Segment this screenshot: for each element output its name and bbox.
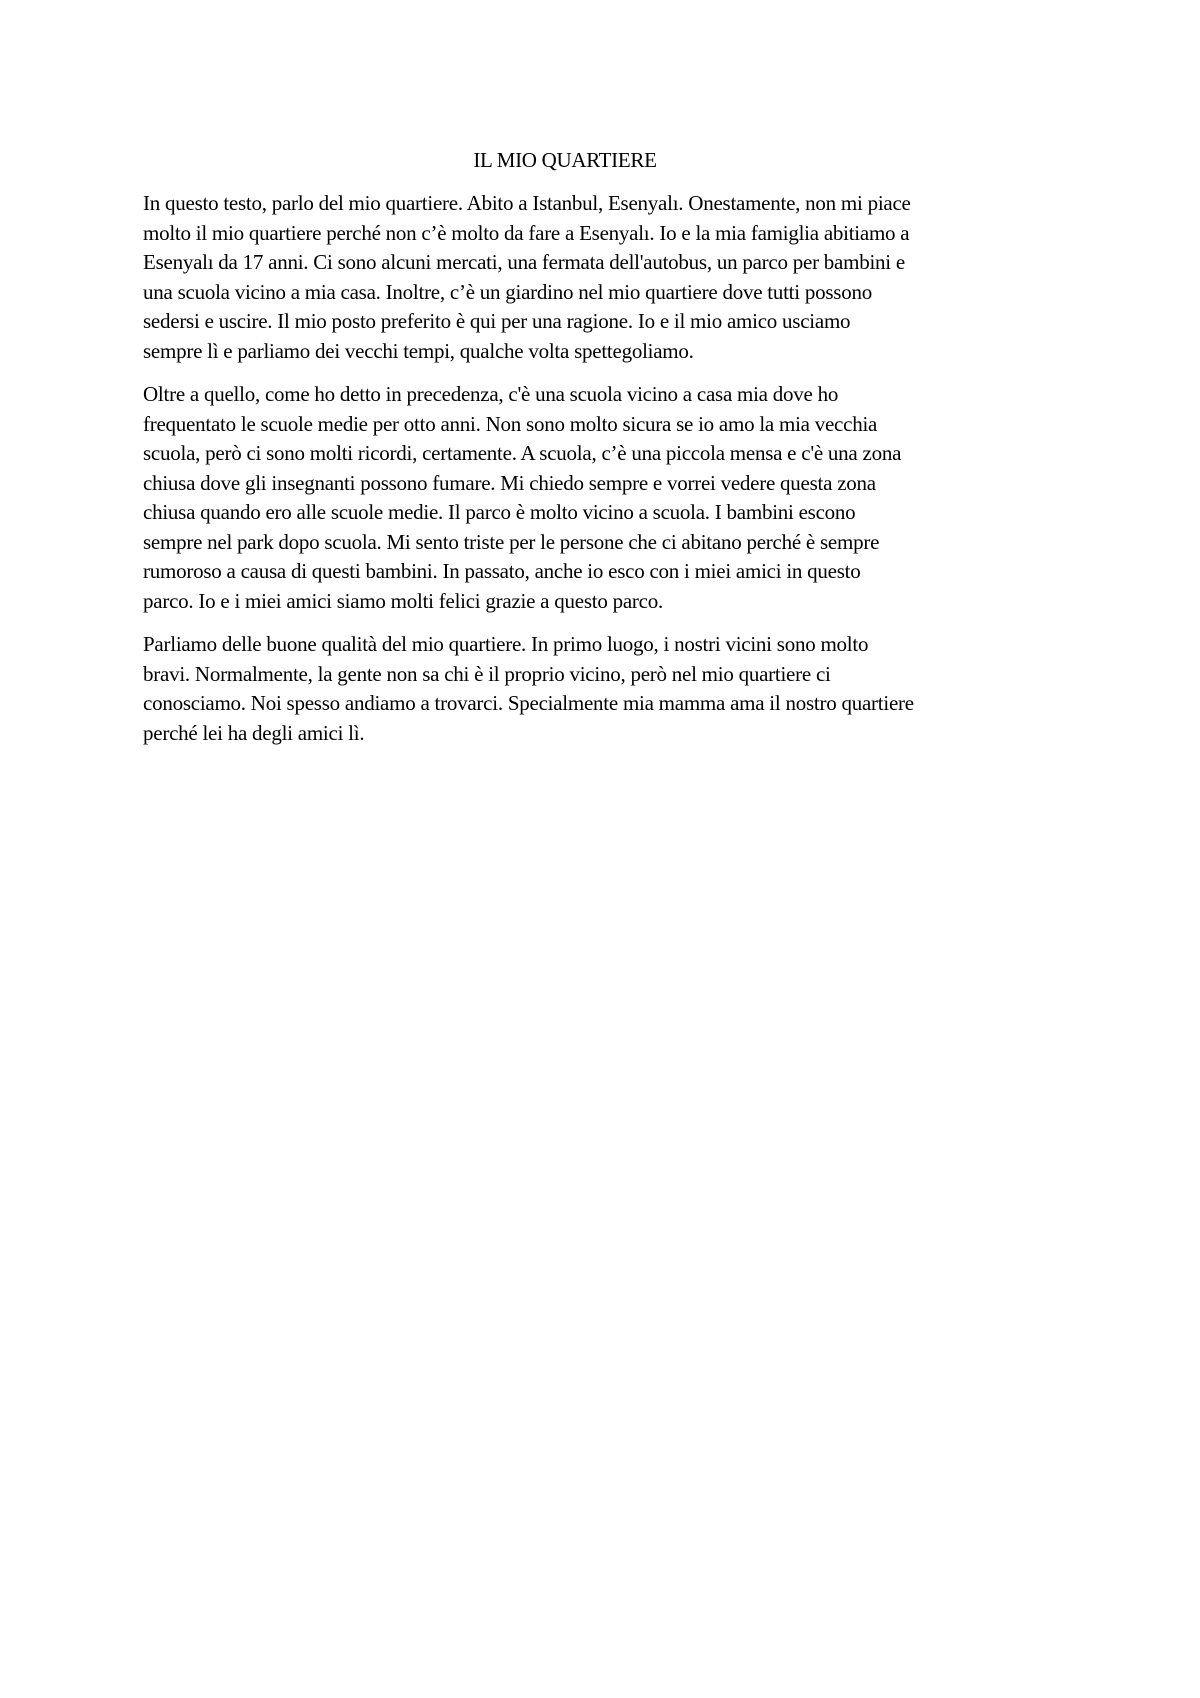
text-line: chiusa dove gli insegnanti possono fumare. Mi chiedo sempre e vorrei vedere questa zona: [143, 470, 876, 495]
text-line: parco. Io e i miei amici siamo molti felici grazie a questo parco.: [143, 588, 663, 613]
text-line: sempre lì e parliamo dei vecchi tempi, qualche volta spettegoliamo.: [143, 338, 694, 363]
text-line: chiusa quando ero alle scuole medie. Il parco è molto vicino a scuola. I bambini escono: [143, 500, 856, 524]
document-title: IL MIO QUARTIERE: [473, 148, 657, 172]
text-line: una scuola vicino a mia casa. Inoltre, c’è un giardino nel mio quartiere dove tutti possono: [143, 279, 872, 304]
text-line: Esenyalı da 17 anni. Ci sono alcuni mercati, una fermata dell'autobus, un parco per bambini e: [143, 250, 905, 274]
paragraph-2: [143, 380, 1073, 616]
paragraph-3: [143, 630, 1073, 748]
text-line: perché lei ha degli amici lì.: [143, 720, 365, 745]
text-line: sempre nel park dopo scuola. Mi sento triste per le persone che ci abitano perché è sempre: [143, 529, 880, 554]
text-line: Parliamo delle buone qualità del mio quartiere. In primo luogo, i nostri vicini sono molto: [143, 632, 869, 656]
paragraph-1: [143, 189, 1073, 366]
text-line: conosciamo. Noi spesso andiamo a trovarci. Specialmente mia mamma ama il nostro quartiere: [143, 691, 914, 715]
text-line: rumoroso a causa di questi bambini. In passato, anche io esco con i miei amici in questo: [143, 559, 861, 583]
document-body: [143, 189, 1073, 762]
text-line: scuola, però ci sono molti ricordi, certamente. A scuola, c’è una piccola mensa e c'è una zona: [143, 441, 902, 465]
text-line: bravi. Normalmente, la gente non sa chi è il proprio vicino, però nel mio quartiere ci: [143, 661, 831, 686]
text-line: Oltre a quello, come ho detto in precedenza, c'è una scuola vicino a casa mia dove ho: [143, 382, 839, 406]
text-line: In questo testo, parlo del mio quartiere. Abito a Istanbul, Esenyalı. Onestamente, non mi piace: [143, 191, 911, 215]
text-line: frequentato le scuole medie per otto anni. Non sono molto sicura se io amo la mia vecchia: [143, 411, 878, 436]
text-line: sedersi e uscire. Il mio posto preferito è qui per una ragione. Io e il mio amico usciamo: [143, 309, 851, 333]
text-line: molto il mio quartiere perché non c’è molto da fare a Esenyalı. Io e la mia famiglia abitiamo a: [143, 220, 910, 245]
